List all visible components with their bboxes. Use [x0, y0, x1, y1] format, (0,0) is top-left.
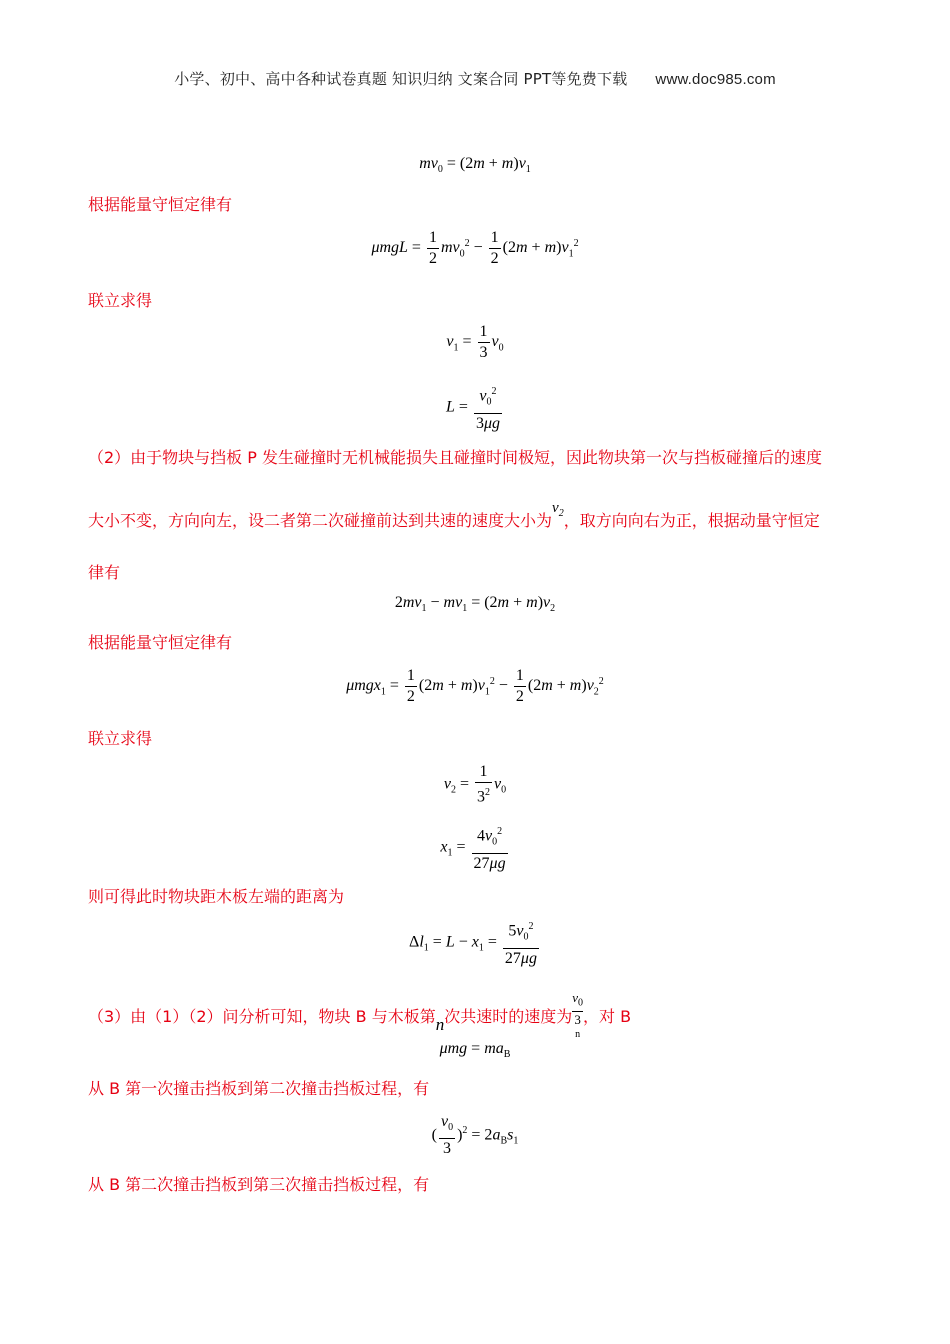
equation-v2: $v_2$ = $\frac{1}{3^2}$ $v_0$ [443, 763, 507, 806]
equation-L: L = $\frac{v_0^2}{3\mu g}$ [0, 382, 950, 434]
text-step-2: 从 B 第二次撞击挡板到第三次撞击挡板过程，有 [88, 1175, 430, 1194]
symbol-n: n [435, 1014, 445, 1034]
text-energy-1: 根据能量守恒定律有 [88, 195, 233, 214]
equation-x1: $x_1$ = $\frac{4v_0^2}{27\mu g}$ [0, 822, 950, 874]
equation-newton-B: $\mu mg = ma_B$ [439, 1040, 511, 1061]
equation-delta-l1: $\Delta l_1 = L - x_1$ = $\frac{5v_0^2}{27\mu g}$ [0, 917, 950, 969]
fraction-v0-over-3n: $v_0$ 3 $^n$ [572, 990, 583, 1040]
page-header [0, 68, 950, 89]
text-part2-line3: 律有 [88, 563, 121, 582]
text-part3b: 次共速时的速度为 [444, 1006, 573, 1026]
symbol-v2: $v_2$ [552, 500, 564, 519]
equation-kinematic-1: ( $\frac{v_0}{3}$ )$^2 = 2a_Bs_1$ [431, 1113, 519, 1158]
header-text: 小学、初中、高中各种试卷真题 知识归纳 文案合同 PPT等免费下载 [174, 70, 628, 88]
equation-momentum-2: $2mv_1 - mv_1 = (2m + m)v_2$ [394, 594, 556, 615]
text-energy-2: 根据能量守恒定律有 [88, 633, 233, 652]
equation-energy-2: μmgx$_1$ = $\frac{1}{2}$ $(2m + m)v_1^2$ − $\frac{1}{2}$ $(2m + m)v_2^2$ [346, 667, 604, 705]
text-part3c: ，对 B [583, 1006, 632, 1026]
text-step-1: 从 B 第一次撞击挡板到第二次撞击挡板过程，有 [88, 1079, 430, 1098]
text-solve-1: 联立求得 [88, 291, 153, 310]
text-part3 [88, 990, 631, 1045]
text-distance: 则可得此时物块距木板左端的距离为 [88, 887, 345, 906]
text-part3a: （3）由（1）（2）问分析可知，物块 B 与木板第 [88, 1006, 436, 1026]
text-part2-line2b: ，取方向向右为正，根据动量守恒定 [563, 511, 820, 530]
text-solve-2: 联立求得 [88, 729, 153, 748]
equation-v1: $v_1$ = $\frac{1}{3}$ $v_0$ [446, 323, 504, 361]
equation-momentum-1: $mv_0 = (2m + m)v_1$ [419, 155, 531, 176]
header-site: www.doc985.com [655, 71, 776, 88]
text-part2-line2a: 大小不变，方向向左，设二者第二次碰撞前达到共速的速度大小为 [88, 511, 553, 530]
text-part2-line2 [88, 500, 820, 533]
text-part2-line1: （2）由于物块与挡板 P 发生碰撞时无机械能损失且碰撞时间极短，因此物块第一次与挡板碰撞后的速度 [88, 448, 823, 467]
equation-energy-1: μmgL = $\frac{1}{2}$ $mv_0^2$ − $\frac{1}{2}$ $(2m + m)v_1^2$ [371, 229, 579, 267]
